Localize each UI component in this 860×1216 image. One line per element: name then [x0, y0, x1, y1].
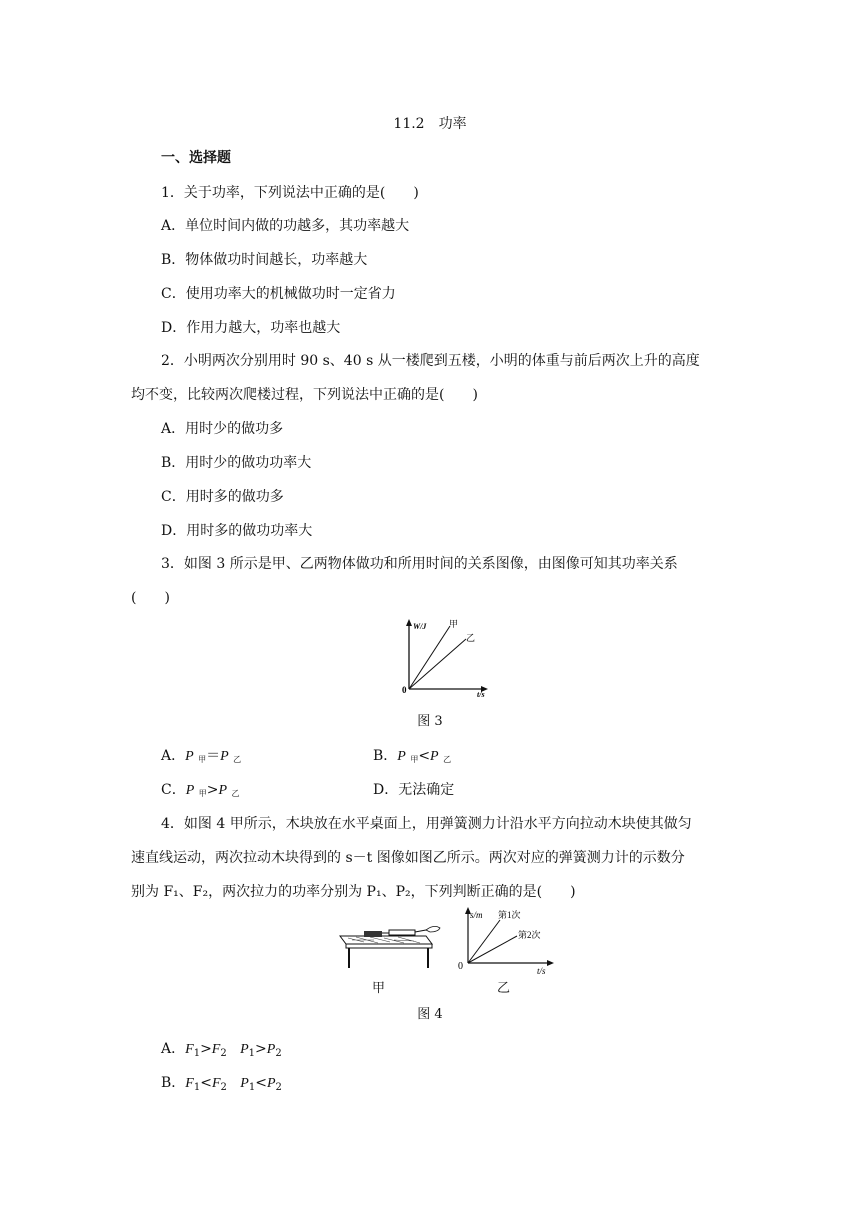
relation: > [206, 782, 219, 798]
label-jia: 甲 [449, 619, 459, 629]
power-symbol: P [185, 749, 194, 764]
q2-stem-line1: 2．小明两次分别用时 90 s、40 s 从一楼爬到五楼，小明的体重与前后两次上升的高度 [161, 353, 700, 369]
q2-option-d: D．用时多的做功功率大 [161, 523, 313, 539]
q3-option-b [373, 745, 451, 765]
relation: ＝ [206, 748, 221, 764]
subscript: 1 [248, 1082, 256, 1093]
subscript: 2 [275, 1082, 282, 1093]
label-second: 第2次 [518, 930, 541, 940]
q1-stem: 1．关于功率，下列说法中正确的是( ) [161, 185, 419, 201]
relation: < [418, 748, 431, 764]
power-symbol: P [220, 749, 229, 764]
q2-option-c: C．用时多的做功多 [161, 489, 284, 505]
subscript: 甲 [198, 789, 207, 798]
q2-option-b: B．用时少的做功功率大 [161, 455, 312, 471]
power-symbol: P [240, 1042, 249, 1057]
q1-option-b: B．物体做功时间越长，功率越大 [161, 252, 368, 268]
force-symbol: F [185, 1076, 194, 1091]
line-jia [409, 626, 450, 689]
section-heading: 一、选择题 [161, 150, 231, 166]
line-second [468, 936, 517, 963]
figure-4-right-caption: 乙 [497, 981, 511, 996]
wood-block [364, 931, 382, 937]
hand-icon [426, 926, 440, 932]
relation: < [200, 1075, 212, 1091]
q4-option-a [161, 1038, 282, 1059]
figure-4-st-graph [455, 904, 555, 976]
force-symbol: F [211, 1076, 221, 1091]
q1-option-d: D．作用力越大，功率也越大 [161, 320, 341, 336]
q4-stem-line1: 4．如图 4 甲所示，木块放在水平桌面上，用弹簧测力计沿水平方向拉动木块使其做匀 [161, 816, 692, 832]
q4-stem-line3: 别为 F₁、F₂，两次拉力的功率分别为 P₁、P₂，下列判断正确的是( ) [131, 884, 576, 900]
subscript: 2 [220, 1082, 227, 1093]
power-symbol: P [266, 1076, 276, 1091]
subscript: 2 [275, 1048, 282, 1059]
power-symbol: P [430, 749, 439, 764]
line-first [468, 920, 500, 963]
x-axis-label: t/s [537, 966, 546, 976]
page-title: 11.2 功率 [393, 116, 467, 132]
q3-option-d: D．无法确定 [373, 782, 455, 798]
line-yi [409, 639, 466, 689]
relation: > [200, 1041, 212, 1057]
origin-label: 0 [458, 961, 463, 972]
subscript: 甲 [198, 755, 207, 764]
power-symbol: P [218, 783, 228, 798]
figure-4-caption: 图 4 [417, 1007, 443, 1022]
y-axis-label [470, 910, 483, 920]
y-axis-label-text: s/m [470, 910, 483, 920]
option-prefix: B． [373, 748, 398, 764]
spring-scale [389, 930, 415, 935]
power-symbol: P [240, 1076, 249, 1091]
option-prefix: A． [161, 1041, 186, 1057]
y-axis-arrow [406, 619, 412, 626]
subscript: 乙 [231, 789, 240, 798]
relation: < [255, 1075, 267, 1091]
q4-option-b [161, 1072, 282, 1093]
x-axis-label: t/s [477, 690, 485, 698]
subscript: 1 [248, 1048, 256, 1059]
figure-4-table-illustration [334, 922, 444, 972]
q1-option-a: A．单位时间内做的功越多，其功率越大 [161, 218, 410, 234]
force-symbol: F [211, 1042, 221, 1057]
subscript: 乙 [233, 755, 242, 764]
x-axis-arrow [547, 960, 554, 966]
subscript: 1 [193, 1048, 201, 1059]
q1-option-c: C．使用功率大的机械做功时一定省力 [161, 286, 396, 302]
q3-option-a [161, 745, 241, 765]
figure-3-work-time-graph [398, 616, 490, 698]
power-symbol: P [185, 783, 195, 798]
subscript: 1 [193, 1082, 201, 1093]
power-symbol: P [397, 749, 406, 764]
option-prefix: C． [161, 782, 186, 798]
option-prefix: B． [161, 1075, 186, 1091]
origin-label: 0 [402, 685, 407, 695]
label-first: 第1次 [498, 910, 521, 920]
scale-hook [415, 930, 426, 932]
force-symbol: F [185, 1042, 194, 1057]
table-edge [346, 944, 432, 948]
subscript: 2 [220, 1048, 227, 1059]
figure-4-left-caption: 甲 [372, 981, 386, 996]
q3-option-c [161, 779, 239, 799]
q2-option-a: A．用时少的做功多 [161, 421, 284, 437]
figure-3-caption: 图 3 [417, 714, 443, 729]
subscript: 乙 [443, 755, 452, 764]
q3-stem-line1: 3．如图 3 所示是甲、乙两物体做功和所用时间的关系图像，由图像可知其功率关系 [161, 556, 678, 572]
y-axis-label: W/J [413, 622, 427, 631]
option-prefix: A． [161, 748, 186, 764]
q4-stem-line2: 速直线运动，两次拉动木块得到的 s－t 图像如图乙所示。两次对应的弹簧测力计的示数分 [131, 850, 685, 866]
relation: > [255, 1041, 267, 1057]
power-symbol: P [266, 1042, 276, 1057]
q2-stem-line2: 均不变，比较两次爬楼过程，下列说法中正确的是( ) [131, 387, 478, 403]
subscript: 甲 [410, 755, 419, 764]
label-yi: 乙 [466, 633, 476, 643]
q3-stem-line2: ( ) [131, 590, 170, 606]
